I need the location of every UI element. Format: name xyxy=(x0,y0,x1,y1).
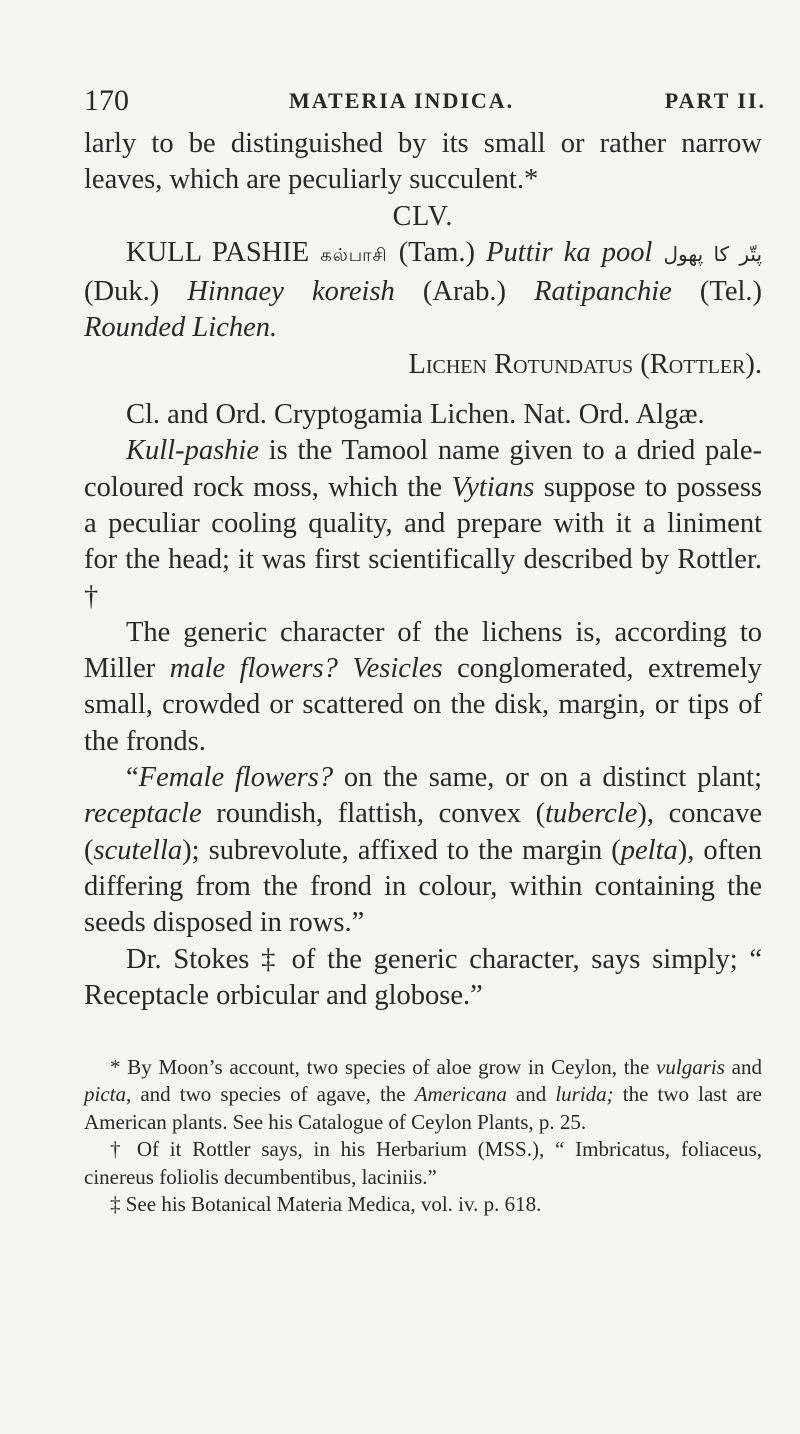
name-rounded-lichen: Rounded Lichen. xyxy=(84,312,278,344)
page-number: 170 xyxy=(84,84,129,117)
main-text xyxy=(84,126,762,1014)
term-male-flowers: male flowers? xyxy=(169,653,338,685)
p4-text-e: ), often differing from the frond in colour, within containing the seeds disposed in rows.” xyxy=(84,834,762,939)
latin-name: Lichen Rotundatus (Rottler). xyxy=(408,348,762,380)
fn1-vulgaris: vulgaris xyxy=(656,1055,725,1079)
footnote-1 xyxy=(84,1054,762,1136)
term-female-flowers: Female flowers? xyxy=(138,762,334,794)
name-tel: (Tel.) xyxy=(671,276,763,308)
name-ratipanchie: Ratipanchie xyxy=(534,276,672,308)
urdu-script: پتّر کا پھول xyxy=(663,241,763,266)
p2-text-b: suppose to possess a peculiar cooling quality, and prepare with it a liniment for the head; it was first scientifically described by Rottler. † xyxy=(84,471,763,612)
section-number: CLV. xyxy=(392,200,454,232)
name-duk: (Duk.) xyxy=(84,276,188,308)
open-quote: “ xyxy=(126,762,139,794)
intro-paragraph: larly to be distinguished by its small or rather narrow leaves, which are peculiarly succulent.* xyxy=(84,128,762,196)
term-vesicles: Vesicles xyxy=(352,653,443,685)
paragraph-kull-pashie xyxy=(84,433,762,614)
fn1-text-d: and xyxy=(506,1082,556,1107)
running-title: MATERIA INDICA. xyxy=(289,88,515,113)
paragraph-female-flowers xyxy=(84,760,762,941)
term-tubercle: tubercle xyxy=(545,798,638,830)
p2-text-a: is the Tamool name given to a dried pale-coloured rock moss, which the xyxy=(84,435,762,503)
paragraph-stokes: Dr. Stokes ‡ of the generic character, says simply; “ Receptacle orbicular and globose.” xyxy=(84,943,762,1011)
footnote-2: † Of it Rottler says, in his Herbarium (MSS.), “ Imbricatus, foliaceus, cinereus foliolis decumbentibus, laciniis.” xyxy=(84,1137,762,1189)
tamil-script: கல்பாசி xyxy=(320,244,388,266)
fn1-americana: Americana xyxy=(414,1082,507,1107)
term-pelta: pelta xyxy=(620,834,678,866)
term-vytians: Vytians xyxy=(451,471,535,503)
p4-text-b: roundish, flattish, convex ( xyxy=(201,798,546,830)
p4-text-c: ), concave ( xyxy=(84,798,762,866)
term-receptacle: receptacle xyxy=(84,798,202,830)
fn1-text-e: the two last are American plants. See his Catalogue of Ceylon Plants, p. 25. xyxy=(84,1082,762,1134)
name-hinnaey: Hinnaey koreish xyxy=(187,276,395,308)
p4-text-a: on the same, or on a distinct plant; xyxy=(333,762,762,794)
name-arab: (Arab.) xyxy=(394,276,506,308)
footnote-3: ‡ See his Botanical Materia Medica, vol. iv. p. 618. xyxy=(110,1192,542,1217)
fn1-text-c: , and two species of agave, the xyxy=(126,1082,415,1107)
p3-text-a: The generic character of the lichens is, according to Miller xyxy=(84,616,762,685)
p3-space xyxy=(338,653,353,684)
running-header xyxy=(84,84,766,120)
p4-text-d: ); subrevolute, affixed to the margin ( xyxy=(182,834,621,866)
fn1-lurida: lurida; xyxy=(555,1082,614,1107)
name-ka-pool: ka pool xyxy=(563,236,664,268)
spacer xyxy=(84,383,762,397)
name-puttir: Puttir xyxy=(486,236,553,268)
fn1-text-b: and xyxy=(724,1055,762,1079)
fn1-text-a: * By Moon’s account, two species of aloe grow in Ceylon, the xyxy=(110,1055,657,1079)
term-kull-pashie: Kull-pashie xyxy=(126,435,259,467)
fn1-picta: picta xyxy=(84,1082,126,1107)
name-kull-pashie: KULL PASHIE xyxy=(126,236,321,268)
p3-text-b: conglomerated, extremely small, crowded or scattered on the disk, margin, or tips of the fronds. xyxy=(84,653,763,757)
term-scutella: scutella xyxy=(93,834,183,866)
footnotes xyxy=(84,1054,762,1218)
part-label: PART II. xyxy=(664,88,766,113)
paragraph-generic-character xyxy=(84,615,762,760)
classification: Cl. and Ord. Cryptogamia Lichen. Nat. Ord. Algæ. xyxy=(126,399,705,431)
name-tam: (Tam.) xyxy=(387,236,487,268)
vernacular-names xyxy=(84,235,762,347)
